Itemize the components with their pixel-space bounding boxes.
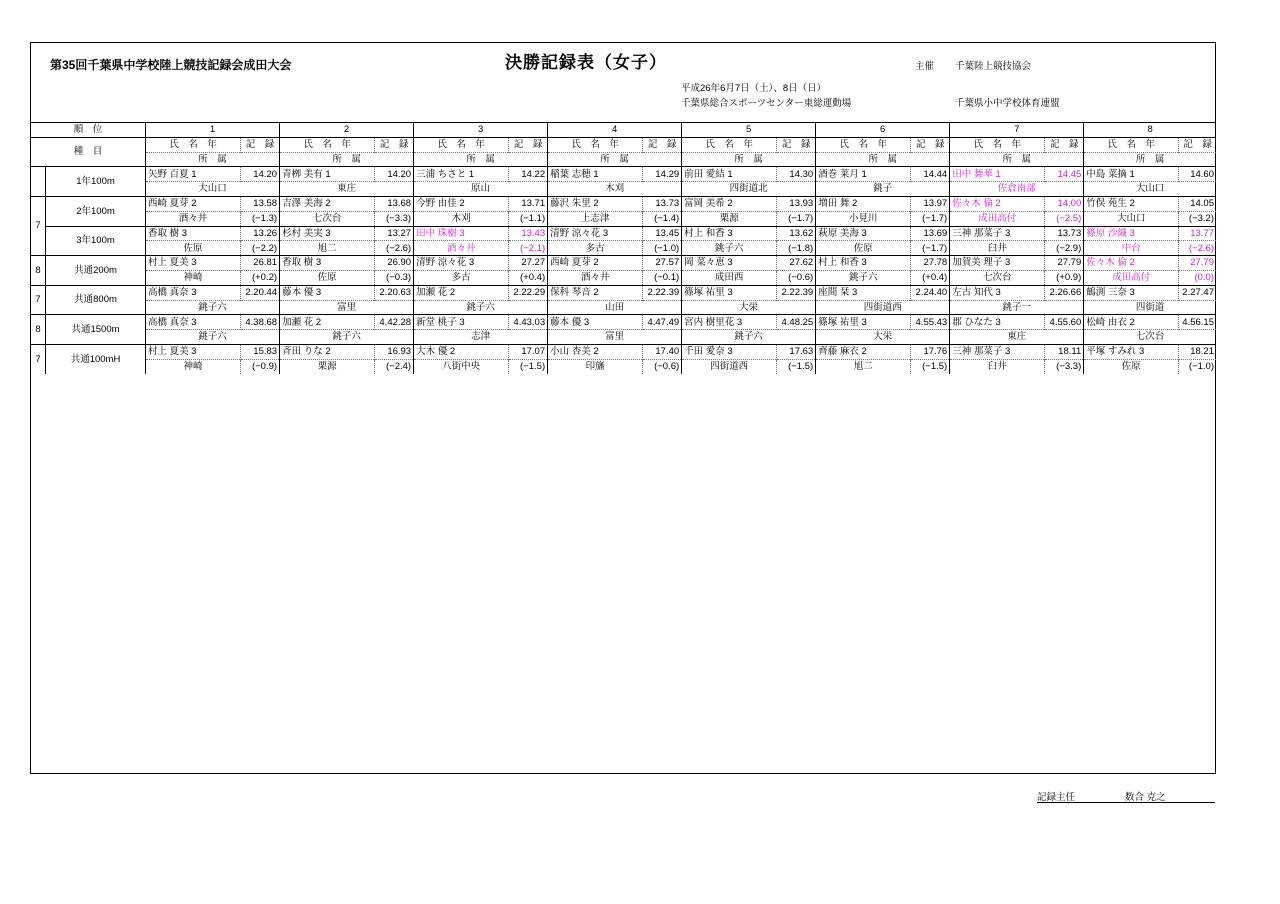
athlete-name: 千田 愛奈 3: [682, 344, 777, 359]
athlete-club: 志津: [414, 330, 548, 345]
athlete-name: 藤本 優 3: [280, 285, 375, 300]
result-row: [31, 241, 1217, 256]
athlete-name: 村上 和香 3: [816, 256, 911, 271]
athlete-club: 原山: [414, 182, 548, 197]
result-value: 14.44: [911, 167, 950, 182]
athlete-club: 富里: [548, 330, 682, 345]
wind-reading: (−1.8): [777, 241, 816, 256]
meet-name: 第35回千葉県中学校陸上競技記録会成田大会: [50, 58, 292, 72]
result-value: 13.77: [1179, 226, 1216, 241]
athlete-club: 富里: [280, 300, 414, 315]
wind-reading: (−2.5): [1045, 211, 1084, 226]
sponsor-name: 千葉県小中学校体育連盟: [955, 98, 1060, 109]
result-value: 27.62: [777, 256, 816, 271]
record-header: 記 録: [911, 137, 950, 152]
wind-reading: (−1.5): [777, 359, 816, 374]
wind-reading: (−0.6): [777, 270, 816, 285]
result-value: 17.40: [643, 344, 682, 359]
wind-reading: (−1.0): [643, 241, 682, 256]
athlete-club: 旭二: [280, 241, 375, 256]
athlete-name: 吉澤 美海 2: [280, 196, 375, 211]
grade-cell: 7: [31, 285, 46, 315]
athlete-club: 大栄: [816, 330, 950, 345]
wind-reading: (0.0): [1179, 270, 1216, 285]
meet-venue: 千葉県総合スポーツセンター東総運動場: [681, 98, 852, 109]
result-row: [31, 285, 1217, 300]
name-year-header: 氏 名 年: [548, 137, 643, 152]
result-row: [31, 359, 1217, 374]
athlete-club: 神崎: [146, 270, 241, 285]
header-row-rank: [31, 123, 1217, 138]
place-header: 6: [816, 123, 950, 138]
result-value: 14.60: [1179, 167, 1216, 182]
athlete-club: 銚子六: [280, 330, 414, 345]
result-value: 2.27.47: [1179, 285, 1216, 300]
name-year-header: 氏 名 年: [414, 137, 509, 152]
wind-reading: (−1.1): [509, 211, 548, 226]
result-value: 4.56.15: [1179, 315, 1216, 330]
athlete-name: 中島 菜摘 1: [1084, 167, 1179, 182]
athlete-name: 三浦 ちさと 1: [414, 167, 509, 182]
athlete-name: 三神 那菜子 3: [950, 344, 1045, 359]
record-header: 記 録: [509, 137, 548, 152]
athlete-club: 佐原: [1084, 359, 1179, 374]
result-row: [31, 211, 1217, 226]
athlete-name: 篠塚 祐里 3: [682, 285, 777, 300]
wind-reading: (+0.4): [911, 270, 950, 285]
club-header: 所 属: [548, 152, 682, 167]
record-header: 記 録: [241, 137, 280, 152]
athlete-club: 東庄: [280, 182, 414, 197]
athlete-club: 東庄: [950, 330, 1084, 345]
athlete-club: 神崎: [146, 359, 241, 374]
athlete-club: 成田高付: [950, 211, 1045, 226]
result-value: 2.22.29: [509, 285, 548, 300]
result-row: [31, 330, 1217, 345]
athlete-name: 平塚 すみれ 3: [1084, 344, 1179, 359]
recorder-name: 数合 克之: [1125, 792, 1166, 803]
event-name: 2年100m: [46, 196, 146, 226]
place-header: 3: [414, 123, 548, 138]
result-value: 2.20.63: [375, 285, 414, 300]
athlete-club: 成田高付: [1084, 270, 1179, 285]
record-header: 記 録: [1045, 137, 1084, 152]
name-year-header: 氏 名 年: [146, 137, 241, 152]
result-value: 4.55.43: [911, 315, 950, 330]
result-value: 13.43: [509, 226, 548, 241]
record-header: 記 録: [777, 137, 816, 152]
wind-reading: (−2.4): [375, 359, 414, 374]
name-year-header: 氏 名 年: [816, 137, 911, 152]
event-name: 共通800m: [46, 285, 146, 315]
athlete-name: 竹俣 苑生 2: [1084, 196, 1179, 211]
result-value: 2.20.44: [241, 285, 280, 300]
grade-cell: 8: [31, 256, 46, 286]
event-name: 共通100mH: [46, 344, 146, 374]
result-value: 14.00: [1045, 196, 1084, 211]
athlete-name: 稲葉 志穂 1: [548, 167, 643, 182]
header-row-name: [31, 137, 1217, 152]
athlete-name: 矢野 百夏 1: [146, 167, 241, 182]
wind-reading: (−3.3): [1045, 359, 1084, 374]
athlete-name: 加賀美 理子 3: [950, 256, 1045, 271]
athlete-name: 高橋 真奈 3: [146, 285, 241, 300]
result-row: [31, 300, 1217, 315]
athlete-name: 保科 琴音 2: [548, 285, 643, 300]
result-value: 14.22: [509, 167, 548, 182]
record-header: 記 録: [643, 137, 682, 152]
athlete-name: 斉田 りな 2: [280, 344, 375, 359]
athlete-name: 増田 舞 2: [816, 196, 911, 211]
athlete-club: 酒々井: [146, 211, 241, 226]
result-value: 26.90: [375, 256, 414, 271]
result-value: 13.58: [241, 196, 280, 211]
wind-reading: (−2.2): [241, 241, 280, 256]
result-value: 4.42.28: [375, 315, 414, 330]
athlete-name: 新堂 桃子 3: [414, 315, 509, 330]
wind-reading: (−0.9): [241, 359, 280, 374]
rank-header: 順 位: [31, 123, 146, 138]
athlete-name: 座間 栞 3: [816, 285, 911, 300]
result-value: 14.29: [643, 167, 682, 182]
athlete-name: 西崎 夏芽 2: [146, 196, 241, 211]
athlete-name: 宮内 樹里花 3: [682, 315, 777, 330]
result-value: 13.45: [643, 226, 682, 241]
result-value: 16.93: [375, 344, 414, 359]
athlete-name: 清野 涼々花 3: [414, 256, 509, 271]
athlete-club: 印旛: [548, 359, 643, 374]
result-value: 2.24.40: [911, 285, 950, 300]
name-year-header: 氏 名 年: [280, 137, 375, 152]
record-header: 記 録: [1179, 137, 1216, 152]
club-header: 所 属: [280, 152, 414, 167]
wind-reading: (−1.4): [643, 211, 682, 226]
result-value: 18.21: [1179, 344, 1216, 359]
host-name: 千葉陸上競技協会: [955, 61, 1032, 72]
result-value: 13.93: [777, 196, 816, 211]
event-name: 共通1500m: [46, 315, 146, 345]
athlete-club: 四街道西: [682, 359, 777, 374]
wind-reading: (−1.7): [911, 211, 950, 226]
athlete-name: 村上 夏美 3: [146, 344, 241, 359]
wind-reading: (−0.6): [643, 359, 682, 374]
place-header: 7: [950, 123, 1084, 138]
athlete-club: 四街道西: [816, 300, 950, 315]
wind-reading: (−3.3): [375, 211, 414, 226]
athlete-name: 酒巻 莱月 1: [816, 167, 911, 182]
header-row-club: [31, 152, 1217, 167]
athlete-name: 加瀬 花 2: [414, 285, 509, 300]
place-header: 2: [280, 123, 414, 138]
wind-reading: (−0.1): [643, 270, 682, 285]
club-header: 所 属: [1084, 152, 1216, 167]
result-value: 2.26.66: [1045, 285, 1084, 300]
athlete-club: 多古: [548, 241, 643, 256]
club-header: 所 属: [682, 152, 816, 167]
athlete-club: 四街道北: [682, 182, 816, 197]
wind-reading: (+0.4): [509, 270, 548, 285]
athlete-name: 香取 樹 3: [146, 226, 241, 241]
wind-reading: (−0.3): [375, 270, 414, 285]
athlete-name: 富岡 美希 2: [682, 196, 777, 211]
result-value: 4.48.25: [777, 315, 816, 330]
wind-reading: (−2.1): [509, 241, 548, 256]
athlete-name: 藤本 優 3: [548, 315, 643, 330]
result-value: 17.63: [777, 344, 816, 359]
athlete-club: 栗源: [280, 359, 375, 374]
event-name: 3年100m: [46, 226, 146, 256]
athlete-name: 西崎 夏芽 2: [548, 256, 643, 271]
athlete-name: 杉村 美実 3: [280, 226, 375, 241]
result-value: 2.22.39: [777, 285, 816, 300]
athlete-name: 佐々木 倫 2: [1084, 256, 1179, 271]
event-name: 1年100m: [46, 167, 146, 197]
wind-reading: (−2.6): [1179, 241, 1216, 256]
athlete-club: 八街中央: [414, 359, 509, 374]
athlete-name: 加瀬 花 2: [280, 315, 375, 330]
club-header: 所 属: [414, 152, 548, 167]
athlete-club: 佐倉南部: [950, 182, 1084, 197]
athlete-name: 鶴渕 三奈 3: [1084, 285, 1179, 300]
result-row: [31, 196, 1217, 211]
wind-reading: (−1.7): [777, 211, 816, 226]
athlete-club: 佐原: [816, 241, 911, 256]
club-header: 所 属: [816, 152, 950, 167]
event-header: 種 目: [31, 137, 146, 167]
athlete-club: 臼井: [950, 241, 1045, 256]
results-table: [30, 122, 1216, 374]
athlete-name: 高橋 真奈 3: [146, 315, 241, 330]
result-value: 4.43.03: [509, 315, 548, 330]
result-value: 27.27: [509, 256, 548, 271]
athlete-club: 大山口: [146, 182, 280, 197]
name-year-header: 氏 名 年: [950, 137, 1045, 152]
result-value: 13.68: [375, 196, 414, 211]
result-row: [31, 270, 1217, 285]
recorder-label: 記録主任: [1037, 792, 1076, 803]
athlete-name: 村上 和香 3: [682, 226, 777, 241]
result-value: 27.79: [1045, 256, 1084, 271]
athlete-name: 齊藤 麻衣 2: [816, 344, 911, 359]
athlete-club: 上志津: [548, 211, 643, 226]
athlete-name: 萩原 美海 3: [816, 226, 911, 241]
athlete-name: 岡 菜々恵 3: [682, 256, 777, 271]
result-value: 27.57: [643, 256, 682, 271]
result-row: [31, 256, 1217, 271]
result-row: [31, 344, 1217, 359]
wind-reading: (−1.3): [241, 211, 280, 226]
event-name: 共通200m: [46, 256, 146, 286]
wind-reading: (+0.2): [241, 270, 280, 285]
athlete-club: 小見川: [816, 211, 911, 226]
athlete-club: 大栄: [682, 300, 816, 315]
result-value: 17.07: [509, 344, 548, 359]
result-value: 14.45: [1045, 167, 1084, 182]
wind-reading: (−1.5): [911, 359, 950, 374]
result-value: 27.79: [1179, 256, 1216, 271]
wind-reading: (−2.6): [375, 241, 414, 256]
athlete-club: 銚子六: [146, 300, 280, 315]
club-header: 所 属: [950, 152, 1084, 167]
athlete-club: 佐原: [280, 270, 375, 285]
result-value: 13.97: [911, 196, 950, 211]
athlete-club: 七次台: [1084, 330, 1216, 345]
wind-reading: (+0.9): [1045, 270, 1084, 285]
result-value: 14.20: [375, 167, 414, 182]
result-value: 2.22.39: [643, 285, 682, 300]
wind-reading: (−3.2): [1179, 211, 1216, 226]
meet-date: 平成26年6月7日（土）、8日（日）: [681, 83, 827, 94]
athlete-club: 銚子六: [682, 330, 816, 345]
result-value: 15.83: [241, 344, 280, 359]
athlete-name: 篠原 沙織 3: [1084, 226, 1179, 241]
athlete-name: 篠塚 祐里 3: [816, 315, 911, 330]
result-value: 13.27: [375, 226, 414, 241]
place-header: 1: [146, 123, 280, 138]
result-value: 13.69: [911, 226, 950, 241]
athlete-club: 銚子一: [950, 300, 1084, 315]
place-header: 8: [1084, 123, 1216, 138]
athlete-name: 清野 涼々花 3: [548, 226, 643, 241]
signature-line: [1037, 789, 1215, 803]
athlete-name: 小山 杏美 2: [548, 344, 643, 359]
result-value: 13.26: [241, 226, 280, 241]
place-header: 5: [682, 123, 816, 138]
name-year-header: 氏 名 年: [682, 137, 777, 152]
result-value: 27.78: [911, 256, 950, 271]
host-label: 主催: [915, 61, 935, 72]
wind-reading: (−1.5): [509, 359, 548, 374]
result-row: [31, 167, 1217, 182]
athlete-club: 栗源: [682, 211, 777, 226]
wind-reading: (−1.0): [1179, 359, 1216, 374]
athlete-name: 松崎 由衣 2: [1084, 315, 1179, 330]
athlete-club: 七次台: [950, 270, 1045, 285]
athlete-club: 四街道: [1084, 300, 1216, 315]
grade-cell: [31, 167, 46, 197]
athlete-club: 銚子六: [146, 330, 280, 345]
club-header: 所 属: [146, 152, 280, 167]
result-row: [31, 182, 1217, 197]
grade-cell: 7: [31, 344, 46, 374]
athlete-club: 臼井: [950, 359, 1045, 374]
athlete-name: 青栁 美有 1: [280, 167, 375, 182]
result-value: 13.73: [1045, 226, 1084, 241]
results-table-body: [31, 123, 1217, 375]
athlete-club: 佐原: [146, 241, 241, 256]
athlete-club: 七次台: [280, 211, 375, 226]
wind-reading: (−2.9): [1045, 241, 1084, 256]
result-value: 18.11: [1045, 344, 1084, 359]
record-header: 記 録: [375, 137, 414, 152]
athlete-club: 多古: [414, 270, 509, 285]
athlete-name: 田中 舞華 1: [950, 167, 1045, 182]
wind-reading: (−1.7): [911, 241, 950, 256]
result-value: 13.73: [643, 196, 682, 211]
athlete-name: 村上 夏美 3: [146, 256, 241, 271]
athlete-club: 旭二: [816, 359, 911, 374]
athlete-name: 郡 ひなた 3: [950, 315, 1045, 330]
athlete-club: 銚子六: [682, 241, 777, 256]
athlete-club: 成田西: [682, 270, 777, 285]
grade-cell: 8: [31, 315, 46, 345]
athlete-name: 藤沢 朱里 2: [548, 196, 643, 211]
result-value: 4.47.49: [643, 315, 682, 330]
athlete-name: 佐々木 倫 2: [950, 196, 1045, 211]
result-row: [31, 226, 1217, 241]
athlete-club: 銚子六: [816, 270, 911, 285]
athlete-name: 今野 由佳 2: [414, 196, 509, 211]
athlete-club: 山田: [548, 300, 682, 315]
sheet-title: 決勝記録表（女子）: [505, 53, 667, 72]
name-year-header: 氏 名 年: [1084, 137, 1179, 152]
athlete-name: 前田 愛結 1: [682, 167, 777, 182]
result-value: 14.20: [241, 167, 280, 182]
athlete-name: 左古 知代 3: [950, 285, 1045, 300]
athlete-club: 中台: [1084, 241, 1179, 256]
athlete-club: 酒々井: [414, 241, 509, 256]
result-value: 26.81: [241, 256, 280, 271]
athlete-name: 香取 樹 3: [280, 256, 375, 271]
result-value: 13.62: [777, 226, 816, 241]
athlete-club: 木刈: [414, 211, 509, 226]
result-value: 4.38.68: [241, 315, 280, 330]
athlete-name: 田中 珠樹 3: [414, 226, 509, 241]
athlete-club: 大山口: [1084, 211, 1179, 226]
place-header: 4: [548, 123, 682, 138]
athlete-name: 三神 那菜子 3: [950, 226, 1045, 241]
athlete-club: 大山口: [1084, 182, 1216, 197]
result-value: 14.05: [1179, 196, 1216, 211]
result-value: 17.76: [911, 344, 950, 359]
sheet-header: [45, 42, 1215, 122]
athlete-club: 木刈: [548, 182, 682, 197]
athlete-club: 銚子: [816, 182, 950, 197]
athlete-name: 大木 優 2: [414, 344, 509, 359]
athlete-club: 酒々井: [548, 270, 643, 285]
result-row: [31, 315, 1217, 330]
result-value: 4.55.60: [1045, 315, 1084, 330]
grade-cell: 7: [31, 196, 46, 255]
athlete-club: 銚子六: [414, 300, 548, 315]
result-value: 14.30: [777, 167, 816, 182]
result-value: 13.71: [509, 196, 548, 211]
